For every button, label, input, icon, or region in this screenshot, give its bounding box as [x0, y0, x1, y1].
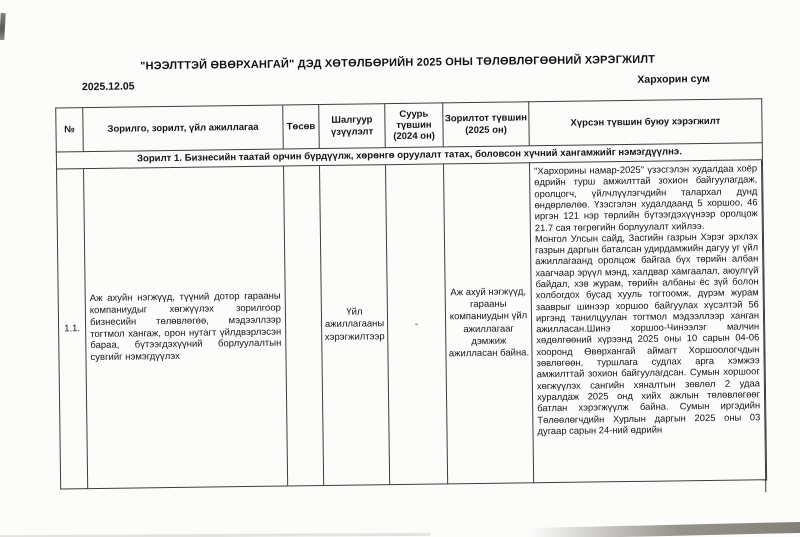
- result-paragraph-2: Монгол Улсын сайд, Засгийн газрын Хэрэг эрхлэх газрын даргын баталсан удирдамжийн дагуу уг үйл ажиллагаанд оролцож байгаа бүх төрийн албан хаагчаар эрүүл мэнд, халдвар хамгаалал, аюулгүй байдал, хэв журам, төрийн албаны ёс зүй болон холбогдох бусад хууль тогтоомж, дүрэм журам зааврыг шинээр хоршоо байгуулах хүсэлтэй 56 иргэнд танилцуулан тогтмол мэдээллээр ханган ажилласан.Шинэ хоршоо-Чинээлэг малчин хөдөлгөөний хүрээнд 2025 оны 10 сарын 04-06 хооронд Өвөрхангай аймагт Хоршоологчдын зөвлөгөөн, туршлага судлах арга хэмжээ амжилттай зохион байгуулагдсан. Сумын хоршоог хөгжүүлэх сангийн хяналтын зөвлөл 2 удаа хуралдаж 2025 онд хийх ажлын төлөвлөгөөг батлан хэрэгжүүлж байна. Сумын иргэдийн Төлөөлөгчдийн Хурлын даргын 2025 оны 03 дугаар сарын 24-ний өдрийн: [534, 230, 761, 437]
- cell-budget: [284, 166, 324, 486]
- cell-indicator: Үйл ажиллагааны хэрэгжилтээр: [319, 165, 389, 486]
- col-header-budget: Төсөв: [283, 105, 320, 149]
- col-header-baseline: Суурь түвшин (2024 он): [385, 103, 444, 148]
- col-header-number: №: [56, 108, 84, 152]
- col-header-indicator: Шалгуур үзүүлэлт: [319, 104, 386, 149]
- page-title: "НЭЭЛТТЭЙ ӨВӨРХАНГАЙ" ДЭД ХӨТӨЛБӨРИЙН 2025 ОНЫ ТӨЛӨВЛӨГӨӨНИЙ ХЭРЭГЖИЛТ: [140, 53, 656, 73]
- report-date: 2025.12.05: [81, 80, 135, 94]
- document-meta-row: [82, 73, 710, 93]
- location-name: Хархорин сум: [637, 72, 710, 86]
- cell-objective: Аж ахуйн нэгжүүд, түүний дотор гарааны компаниудыг хөгжүүлэх зорилгоор бизнесийн төлөвлөгөө, мэдээллээр тогтмол хангаж, орон нутагт үйлдвэрлэсэн бараа, бүтээгдэхүүний борлуулалтын сувгийг нэмэгдүүлэх: [84, 166, 288, 489]
- col-header-result: Хүрсэн түвшин буюу хэрэгжилт: [529, 99, 763, 146]
- result-paragraph-1: "Хархорины намар-2025" үзэсгэлэн худалдаа хоёр өдрийн турш амжилттай зохион байгуулагдаж, оролцогч, үйлчлүүлэгчдийн талархал дунд өндөрлөлөө. Үзэсгэлэн худалдаанд 5 хоршоо, 46 иргэн 121 нэр төрлийн бүтээгдэхүүнээр оролцож 21.7 сая төгрөгийн борлуулалт хийлээ.: [534, 162, 758, 233]
- result-text: [530, 160, 766, 495]
- col-header-objective: Зорилго, зорилт, үйл ажиллагаа: [83, 105, 284, 152]
- implementation-table: [55, 98, 767, 489]
- cell-number: 1.1.: [57, 169, 88, 489]
- col-header-target: Зорилтот түвшин (2025 он): [443, 102, 530, 147]
- cell-baseline: -: [385, 164, 447, 485]
- section-title: Зорилт 1. Бизнесийн таатай орчин бүрдүүлж, хөрөнгө оруулалт татах, боловсон хүчний хангамжийг нэмэгдүүлнэ.: [56, 143, 762, 169]
- cell-result: [529, 160, 766, 483]
- table-row: [57, 160, 767, 489]
- cell-target: Аж ахуй нэгжүүд, гарааны компаниудын үйл ажиллагааг дэмжиж ажилласан байна.: [443, 163, 533, 484]
